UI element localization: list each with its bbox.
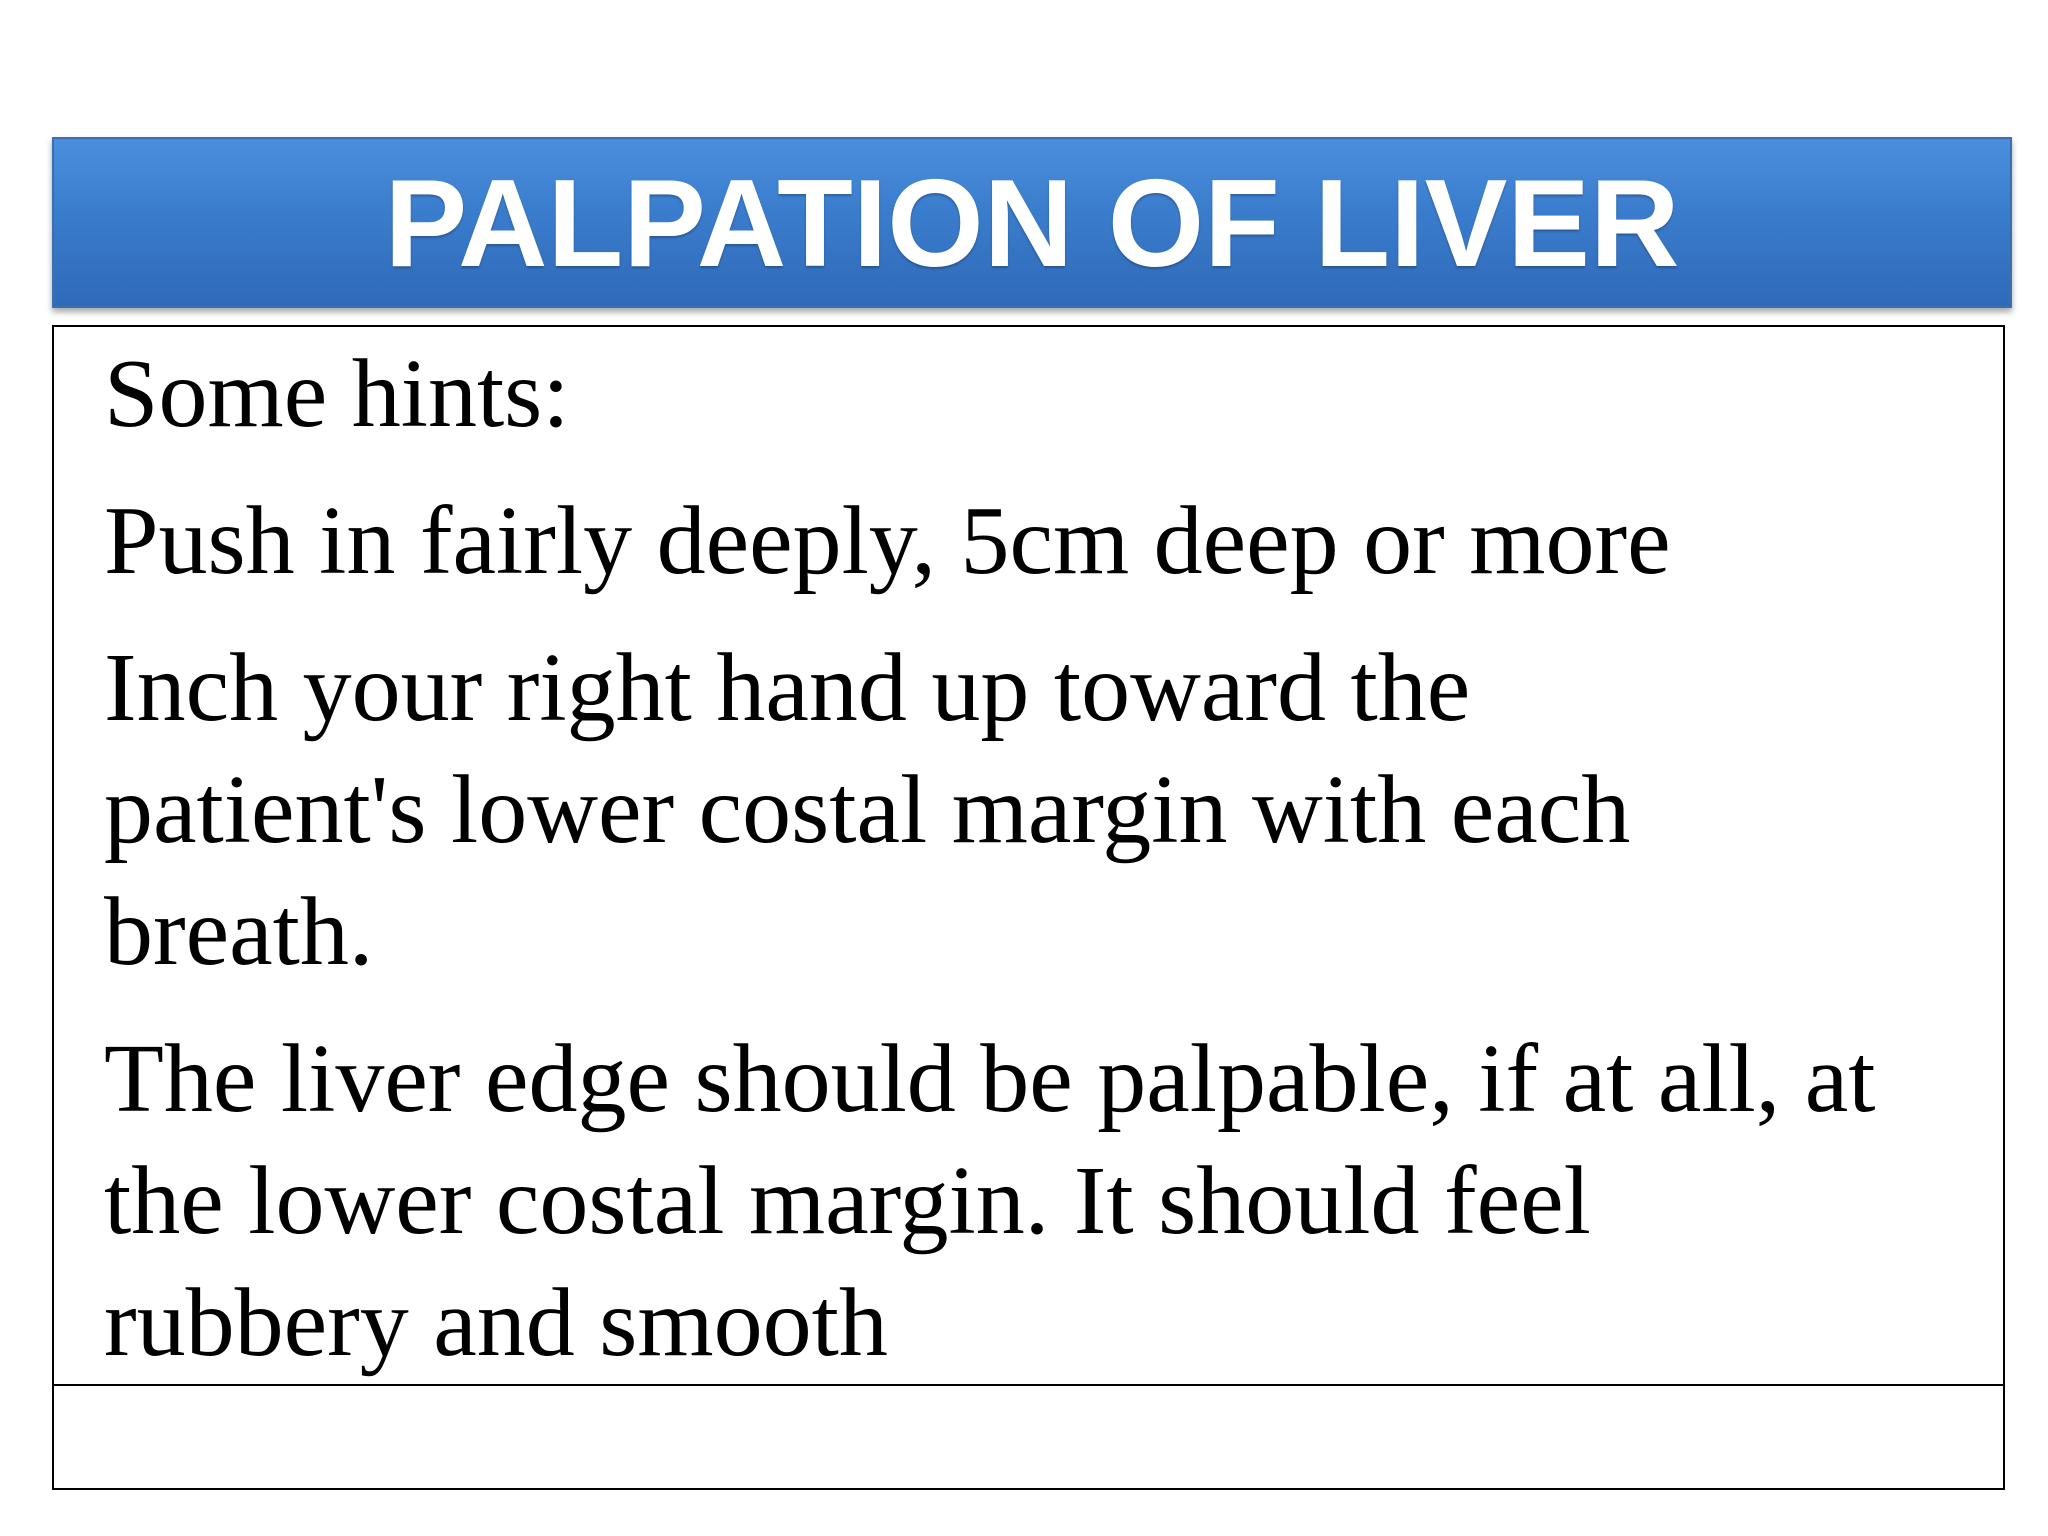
body-paragraph-inch: Inch your right hand up toward the patient's lower costal margin with each breath. [104, 634, 1631, 986]
footer-box [52, 1384, 2005, 1490]
body-paragraph-hints: Some hints: [104, 340, 570, 448]
body-paragraph-liver-edge: The liver edge should be palpable, if at all, at the lower costal margin. It should feel rubbery and smooth [104, 1025, 1876, 1377]
body-paragraph-push: Push in fairly deeply, 5cm deep or more [104, 487, 1671, 595]
title-banner [52, 137, 2012, 308]
slide-title: PALPATION OF LIVER [384, 155, 1680, 293]
slide-body [104, 333, 1984, 1384]
